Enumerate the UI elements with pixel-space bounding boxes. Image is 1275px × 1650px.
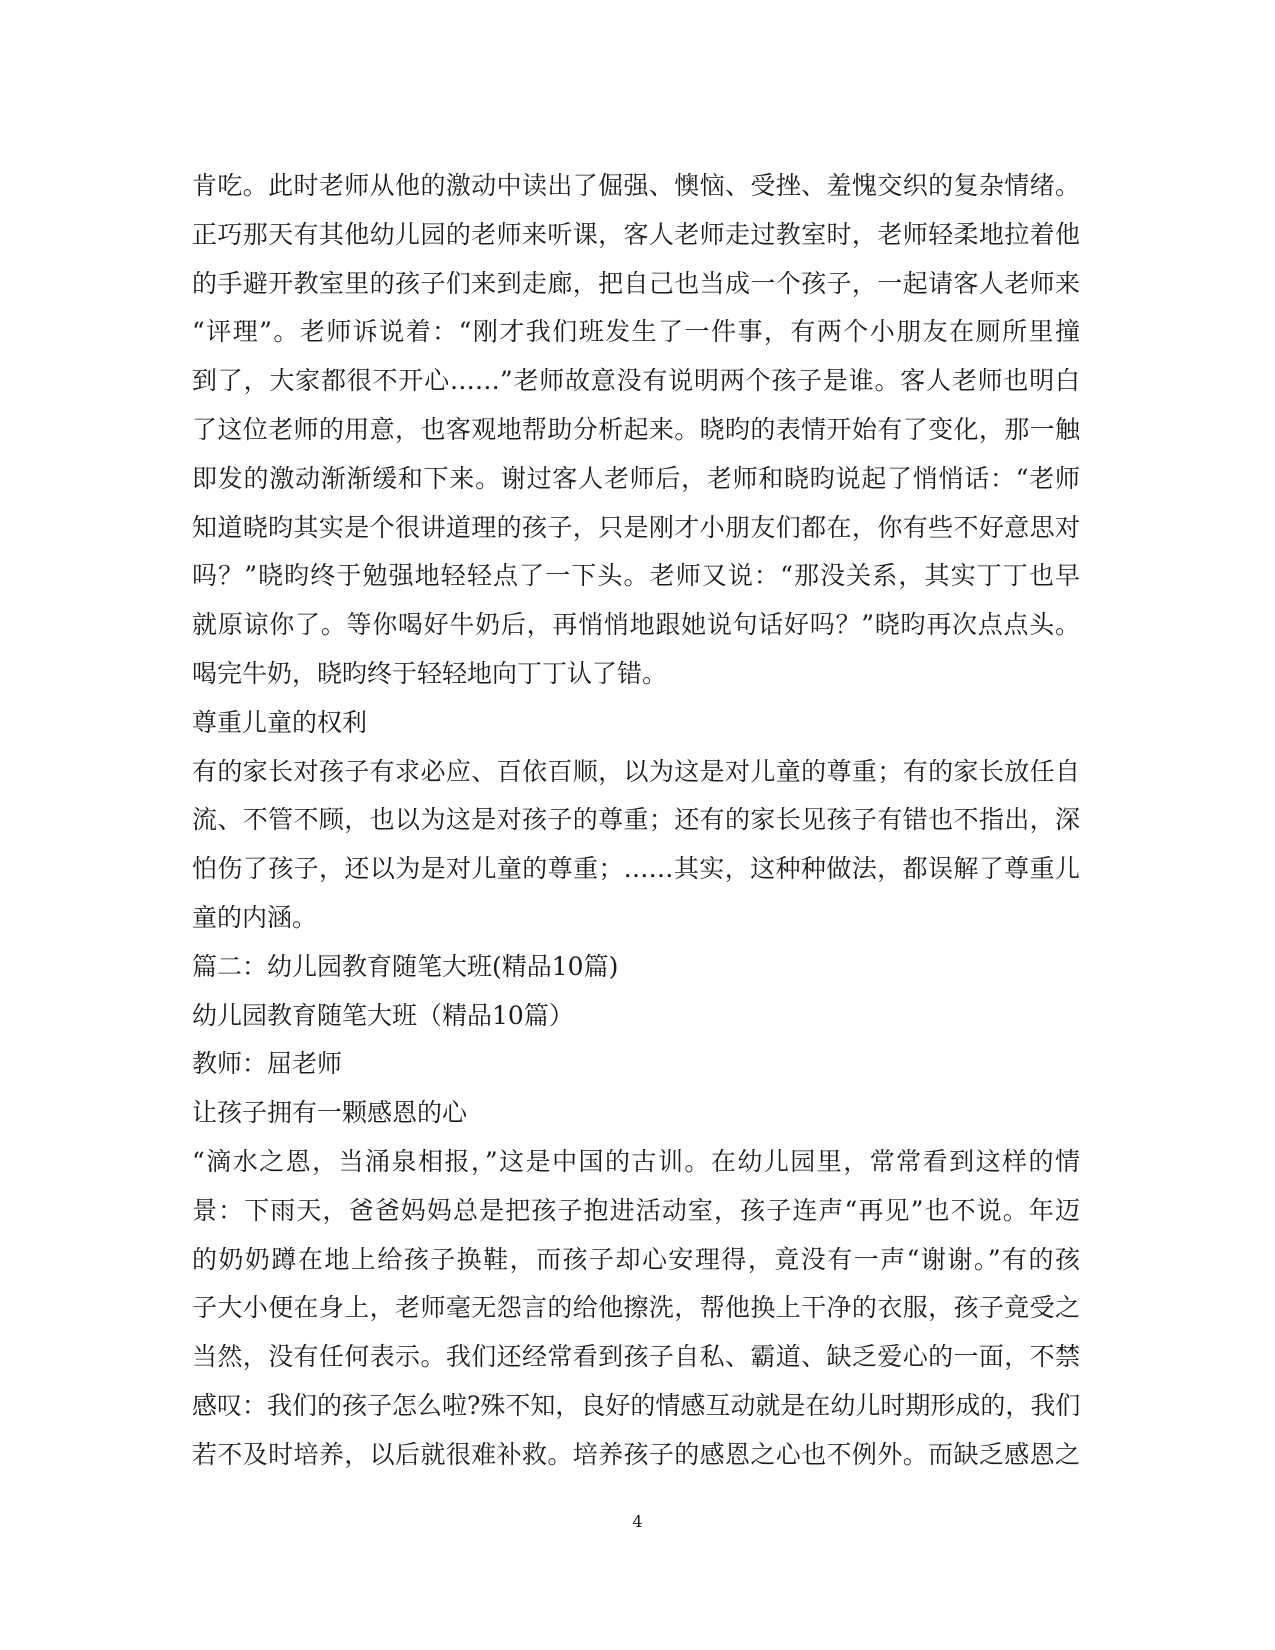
text-line: 童的内涵。	[192, 902, 318, 932]
text-line: 若不及时培养，以后就很难补救。培养孩子的感恩之心也不例外。而缺乏感恩之	[192, 1439, 1080, 1469]
text-line: 有的家长对孩子有求必应、百依百顺，以为这是对儿童的尊重；有的家长放任自	[192, 756, 1080, 786]
text-line: 让孩子拥有一颗感恩的心	[192, 1098, 468, 1128]
text-line: 了这位老师的用意，也客观地帮助分析起来。晓昀的表情开始有了变化，那一触	[192, 414, 1080, 444]
text-line: 的奶奶蹲在地上给孩子换鞋，而孩子却心安理得，竟没有一声“谢谢。”有的孩	[192, 1244, 1080, 1274]
text-line: 即发的激动渐渐缓和下来。谢过客人老师后，老师和晓昀说起了悄悄话：“老师	[192, 463, 1080, 493]
text-line: 流、不管不顾，也以为这是对孩子的尊重；还有的家长见孩子有错也不指出，深	[192, 805, 1080, 835]
text-line: 感叹：我们的孩子怎么啦?殊不知，良好的情感互动就是在幼儿时期形成的，我们	[192, 1390, 1081, 1420]
text-line: “评理”。老师诉说着：“刚才我们班发生了一件事，有两个小朋友在厕所里撞	[192, 317, 1080, 347]
text-line: 喝完牛奶，晓昀终于轻轻地向丁丁认了错。	[192, 658, 668, 688]
text-line: 当然，没有任何表示。我们还经常看到孩子自私、霸道、缺乏爱心的一面，不禁	[192, 1342, 1080, 1372]
text-line: 子大小便在身上，老师毫无怨言的给他擦洗，帮他换上干净的衣服，孩子竟受之	[192, 1293, 1080, 1323]
text-line: 肯吃。此时老师从他的激动中读出了倔强、懊恼、受挫、羞愧交织的复杂情绪。	[192, 171, 1080, 200]
body-text	[192, 162, 1092, 1480]
text-line: 正巧那天有其他幼儿园的老师来听课，客人老师走过教室时，老师轻柔地拉着他	[192, 219, 1080, 249]
text-line: 就原谅你了。等你喝好牛奶后，再悄悄地跟她说句话好吗？”晓昀再次点点头。	[192, 610, 1080, 640]
text-line: 吗？”晓昀终于勉强地轻轻点了一下头。老师又说：“那没关系，其实丁丁也早	[192, 561, 1080, 591]
page-number: 4	[632, 1512, 643, 1531]
text-line: 知道晓昀其实是个很讲道理的孩子，只是刚才小朋友们都在，你有些不好意思对	[192, 512, 1080, 542]
text-line: 的手避开教室里的孩子们来到走廊，把自己也当成一个孩子，一起请客人老师来	[192, 268, 1080, 298]
text-line: 篇二：幼儿园教育随笔大班(精品10篇)	[192, 951, 619, 981]
text-line: 到了，大家都很不开心……”老师故意没有说明两个孩子是谁。客人老师也明白	[192, 366, 1080, 396]
text-line: 幼儿园教育随笔大班（精品10篇）	[192, 1000, 574, 1030]
text-line: 教师：屈老师	[192, 1049, 343, 1079]
text-line: 怕伤了孩子，还以为是对儿童的尊重；……其实，这种种做法，都误解了尊重儿	[192, 854, 1080, 884]
text-line: “滴水之恩，当涌泉相报，”这是中国的古训。在幼儿园里，常常看到这样的情	[192, 1146, 1080, 1176]
text-line: 尊重儿童的权利	[192, 707, 368, 737]
text-line: 景：下雨天，爸爸妈妈总是把孩子抱进活动室，孩子连声“再见”也不说。年迈	[192, 1195, 1080, 1225]
